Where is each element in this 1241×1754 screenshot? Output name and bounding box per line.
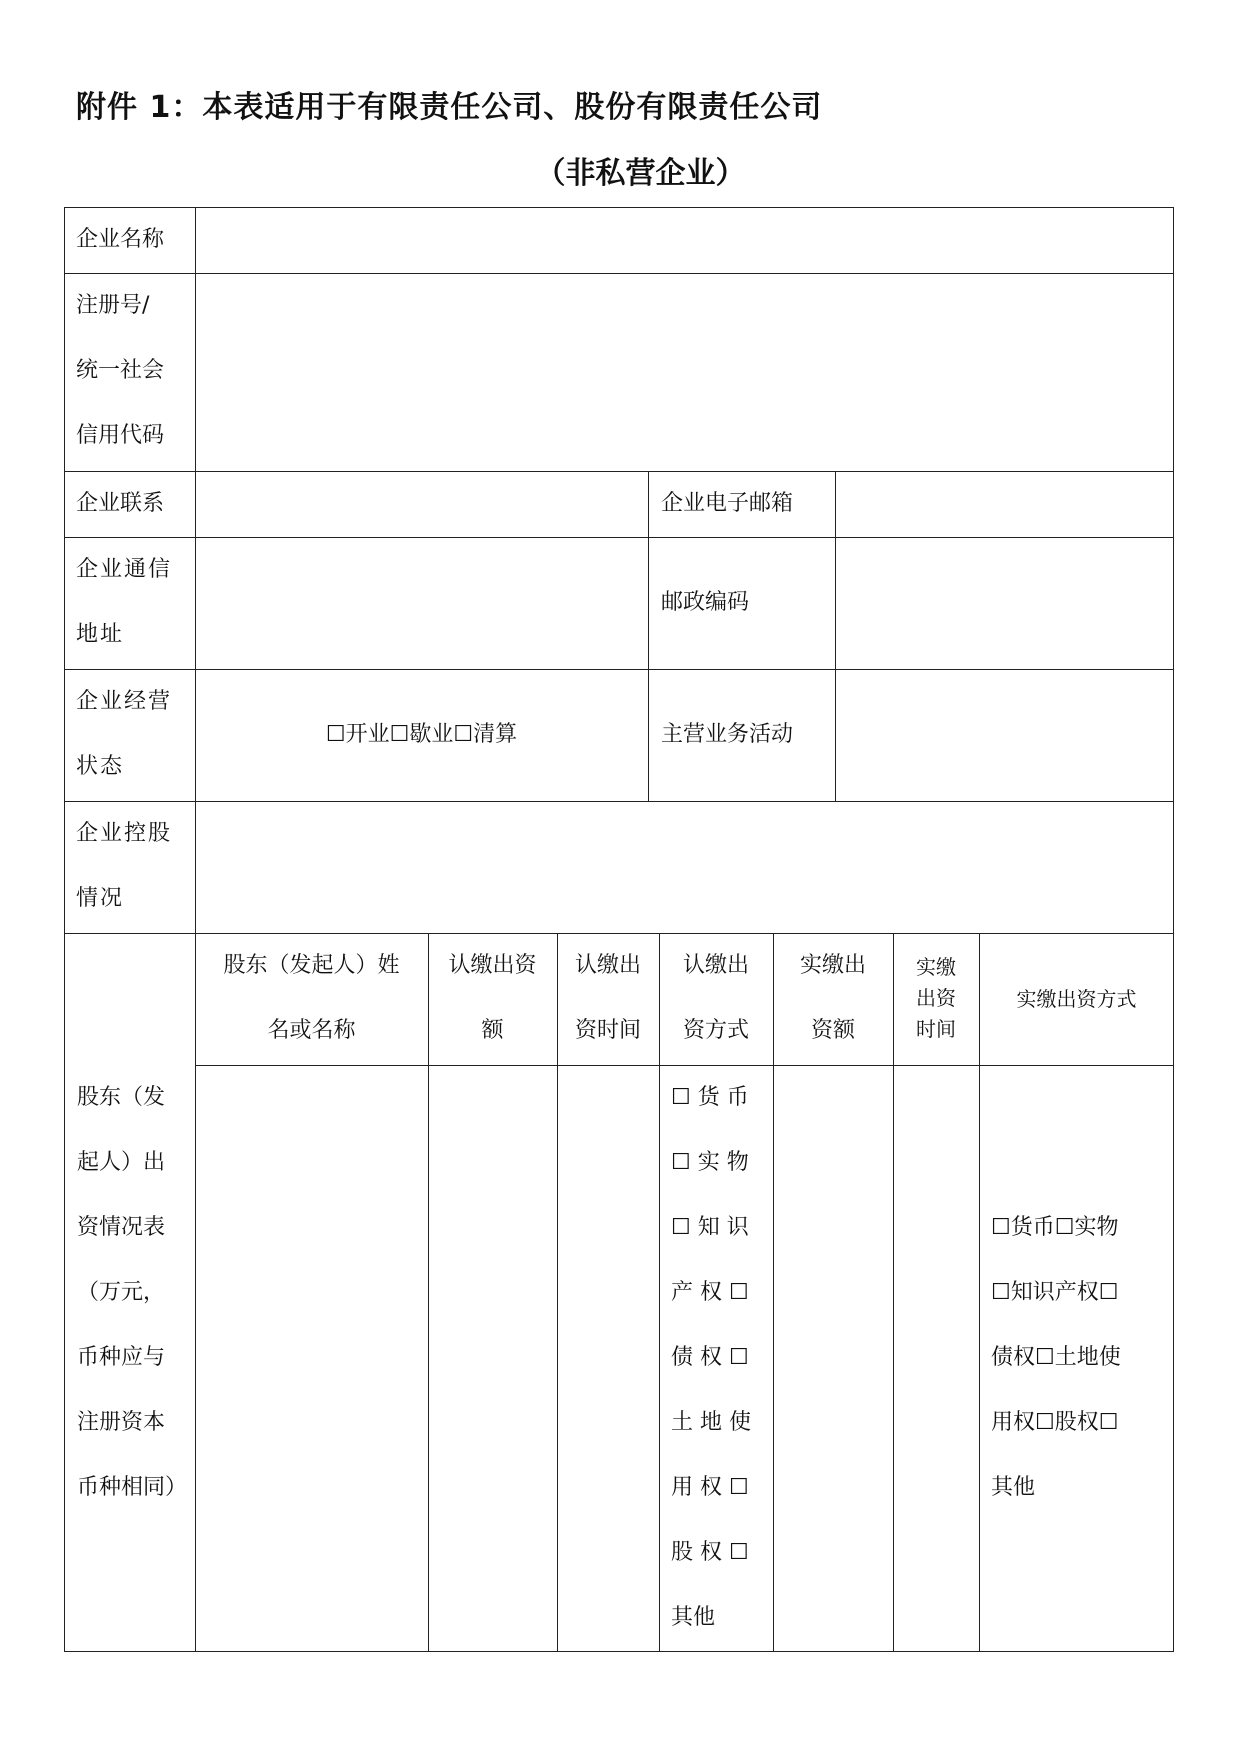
email-label: 企业电子邮箱 — [661, 491, 794, 516]
reg-no-label: 注册号/ 统一社会 信用代码 — [76, 293, 165, 448]
postcode-input[interactable] — [835, 537, 1174, 669]
holding-input[interactable] — [195, 801, 1174, 933]
col-paid-amount-label: 实缴出 资额 — [799, 953, 866, 1043]
company-name-input[interactable] — [195, 207, 1174, 273]
address-label: 企业通信 地址 — [76, 557, 173, 647]
paid-method-checkbox-group[interactable]: ☐货币☐实物 ☐知识产权☐ 债权☐土地使 用权☐股权☐ 其他 — [991, 1215, 1121, 1500]
postcode-label: 邮政编码 — [661, 590, 750, 615]
contact-input[interactable] — [195, 471, 648, 537]
col-paid-method-label: 实缴出资方式 — [1016, 987, 1137, 1011]
shareholder-name-input[interactable] — [195, 1065, 428, 1652]
email-input[interactable] — [835, 471, 1174, 537]
company-name-label: 企业名称 — [76, 227, 165, 252]
subscribed-method-checkbox-group[interactable]: ☐ 货 币 ☐ 实 物 ☐ 知 识 产 权 ☐ 债 权 ☐ 土 地 使 用 权 ☐ 股 权 ☐ 其他 — [671, 1085, 751, 1630]
status-label: 企业经营 状态 — [76, 689, 173, 779]
page-subtitle: （非私营企业） — [535, 156, 746, 191]
col-name-label: 股东（发起人）姓 名或名称 — [223, 953, 400, 1043]
col-subscribed-method-label: 认缴出 资方式 — [682, 953, 749, 1043]
shareholder-section-label: 股东（发 起人）出 资情况表 （万元， 币种应与 注册资本 币种相同） — [77, 1085, 188, 1500]
contact-label: 企业联系 — [76, 491, 165, 516]
address-input[interactable] — [195, 537, 648, 669]
page-title: 附件 1：本表适用于有限责任公司、股份有限责任公司 — [76, 90, 823, 125]
subscribed-amount-input[interactable] — [428, 1065, 557, 1652]
status-checkbox-group[interactable]: ☐开业☐歇业☐清算 — [325, 722, 518, 747]
paid-amount-input[interactable] — [773, 1065, 893, 1652]
col-paid-time-label: 实缴 出资 时间 — [916, 955, 956, 1041]
business-label: 主营业务活动 — [661, 722, 794, 747]
paid-time-input[interactable] — [893, 1065, 979, 1652]
col-subscribed-amount-label: 认缴出资 额 — [448, 953, 537, 1043]
business-input[interactable] — [835, 669, 1174, 801]
col-subscribed-time-label: 认缴出 资时间 — [574, 953, 641, 1043]
holding-label: 企业控股 情况 — [76, 821, 173, 911]
reg-no-input[interactable] — [195, 273, 1174, 471]
subscribed-time-input[interactable] — [557, 1065, 659, 1652]
